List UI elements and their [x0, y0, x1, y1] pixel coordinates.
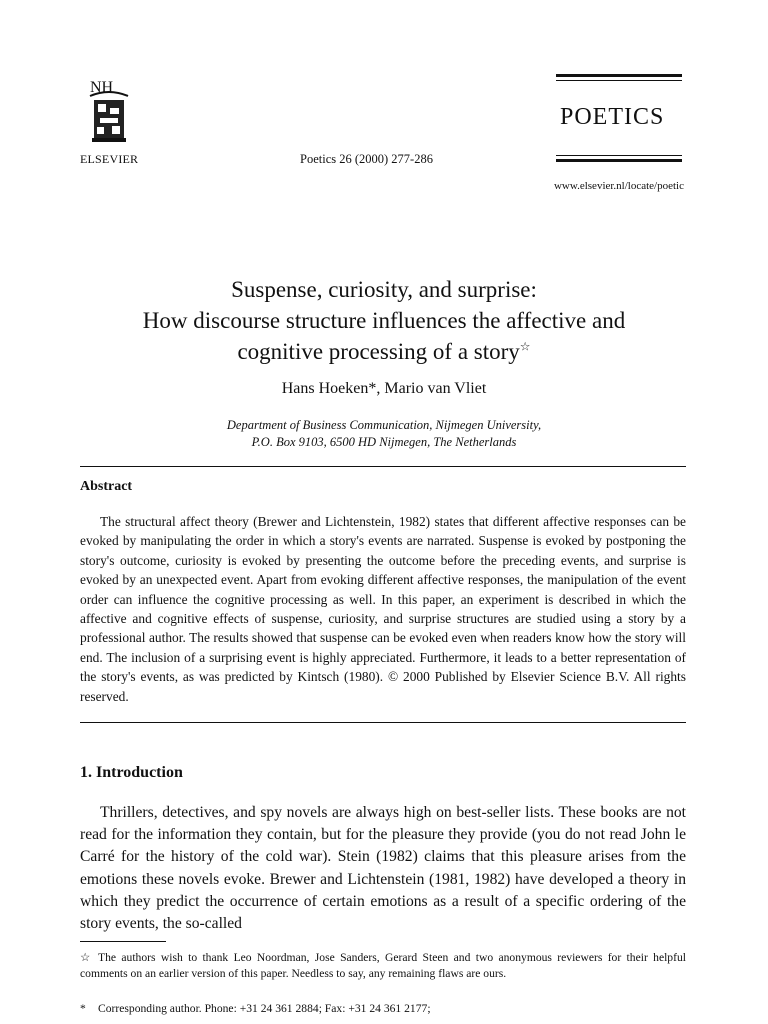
affiliation-line-1: Department of Business Communication, Nijmegen University,	[226, 418, 542, 432]
footnote-acknowledgement-text: The authors wish to thank Leo Noordman, Jose Sanders, Gerard Steen and two anonymous reviewers for their helpful comments on an earlier version of this paper. Needless to say, any remaining flaws are ours.	[80, 951, 686, 980]
elsevier-logo	[86, 78, 132, 148]
footnote-acknowledgement	[80, 950, 686, 982]
footnote-rule	[80, 941, 166, 942]
journal-citation: Poetics 26 (2000) 277-286	[300, 152, 433, 166]
elsevier-tree-icon	[86, 78, 132, 148]
publisher-name: ELSEVIER	[80, 152, 139, 166]
footnote-corresponding-text: Corresponding author. Phone: +31 24 361 2884; Fax: +31 24 361 2177;	[98, 1002, 431, 1015]
logo-monogram: NH	[90, 79, 114, 96]
affiliation	[0, 417, 768, 451]
footnote-corresponding-author	[80, 1001, 686, 1017]
header-rule-top	[556, 74, 682, 77]
introduction-heading: 1. Introduction	[80, 764, 183, 781]
journal-title: POETICS	[560, 104, 665, 130]
abstract-body: The structural affect theory (Brewer and Lichtenstein, 1982) states that different affective responses can be evoked by manipulating the order in which a story's events are narrated. Suspense is evoked by postponing the story's outcome, curiosity is evoked by presenting the outcome before the preceding events, and surprise is evoked by an unexpected event. Apart from evoking different affective responses, the manipulation of the event order can influence the cognitive processing as well. In this paper, an experiment is described in which the affective and cognitive effects of suspense, curiosity, and surprise structures are studied using a story by a professional author. The results showed that suspense can be evoked even when readers know how the story will end. The inclusion of a surprising event is highly appreciated. Furthermore, it leads to a better representation of the story's events, as was predicted by Kintsch (1980). © 2000 Published by Elsevier Science B.V. All rights reserved.	[80, 514, 686, 704]
header-rule-bottom-thin	[556, 155, 682, 156]
abstract-rule-bottom	[80, 722, 686, 723]
title-line-3: cognitive processing of a story	[237, 339, 520, 364]
title-footnote-mark[interactable]: ☆	[519, 339, 531, 354]
header-rule-top-thin	[556, 80, 682, 81]
article-title	[0, 274, 768, 367]
header-rule-bottom	[556, 159, 682, 162]
author-list: Hans Hoeken*, Mario van Vliet	[281, 380, 487, 397]
title-line-1: Suspense, curiosity, and surprise:	[231, 277, 537, 302]
footnote-star-mark: ☆	[80, 951, 91, 964]
abstract-heading: Abstract	[80, 479, 133, 494]
affiliation-line-2: P.O. Box 9103, 6500 HD Nijmegen, The Netherlands	[251, 435, 517, 449]
title-line-2: How discourse structure influences the affective and	[142, 308, 626, 333]
footnote-asterisk-mark: *	[80, 1002, 86, 1015]
introduction-body: Thrillers, detectives, and spy novels are always high on best-seller lists. These books are not read for the information they contain, but for the pleasure they provide (you do not read John le Carré for the history of the cold war). Stein (1982) claims that this pleasure arises from the emotions these novels evoke. Brewer and Lichtenstein (1981, 1982) have developed a theory in which they predict the occurrence of certain emotions as a result of a specific ordering of the story events, the so-called	[80, 804, 686, 933]
journal-url[interactable]: www.elsevier.nl/locate/poetic	[553, 180, 684, 192]
abstract-rule-top	[80, 466, 686, 467]
